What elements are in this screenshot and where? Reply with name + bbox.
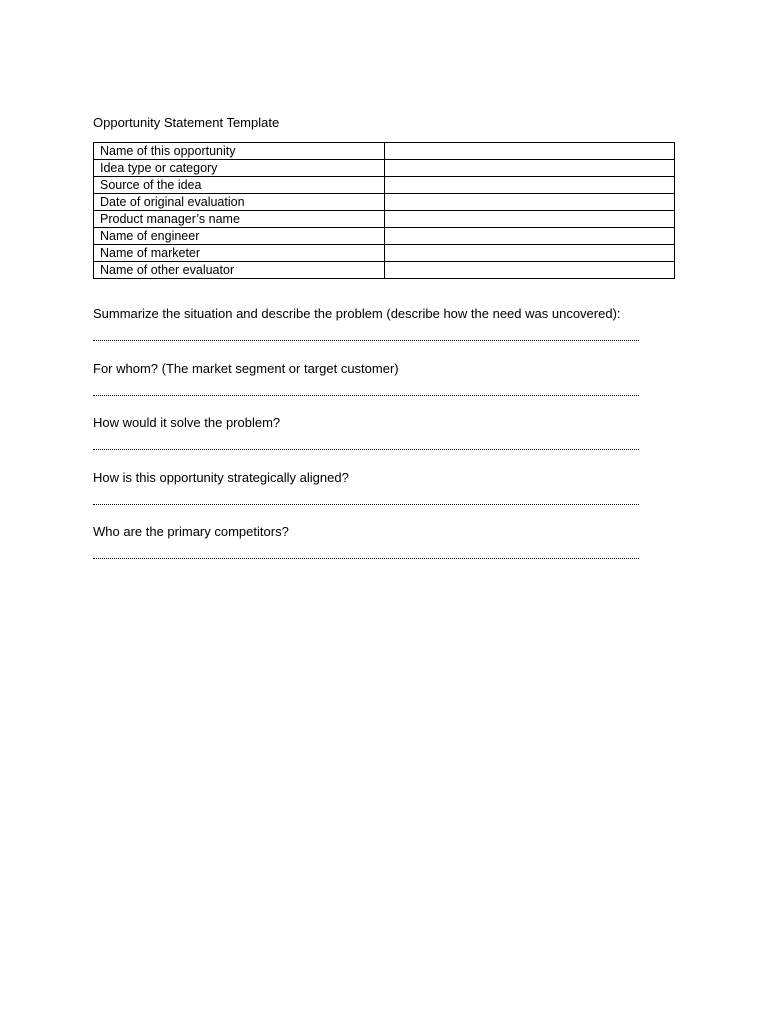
question-block xyxy=(93,415,641,470)
question-block xyxy=(93,470,641,525)
row-label: Idea type or category xyxy=(94,160,385,177)
question-block xyxy=(93,306,641,361)
row-label: Name of marketer xyxy=(94,245,385,262)
question-text: For whom? (The market segment or target customer) xyxy=(93,360,399,376)
row-value-field[interactable] xyxy=(385,262,675,279)
row-value-field[interactable] xyxy=(385,245,675,262)
row-label: Name of other evaluator xyxy=(94,262,385,279)
table-row xyxy=(94,177,675,194)
table-row xyxy=(94,262,675,279)
answer-line[interactable] xyxy=(93,395,639,396)
row-label: Name of engineer xyxy=(94,228,385,245)
document-title: Opportunity Statement Template xyxy=(93,115,280,130)
row-label: Source of the idea xyxy=(94,177,385,194)
table-row xyxy=(94,160,675,177)
table-row xyxy=(94,143,675,160)
answer-line[interactable] xyxy=(93,340,639,341)
answer-line[interactable] xyxy=(93,558,639,559)
answer-line[interactable] xyxy=(93,504,639,505)
row-value-field[interactable] xyxy=(385,228,675,245)
question-block xyxy=(93,361,641,416)
row-label: Product manager’s name xyxy=(94,211,385,228)
row-value-field[interactable] xyxy=(385,160,675,177)
row-value-field[interactable] xyxy=(385,177,675,194)
table-row xyxy=(94,228,675,245)
table-row xyxy=(94,245,675,262)
row-value-field[interactable] xyxy=(385,143,675,160)
opportunity-info-table xyxy=(93,142,675,279)
row-value-field[interactable] xyxy=(385,194,675,211)
question-text: Who are the primary competitors? xyxy=(93,524,289,540)
question-text: How would it solve the problem? xyxy=(93,415,281,431)
row-label: Name of this opportunity xyxy=(94,143,385,160)
table-row xyxy=(94,194,675,211)
row-value-field[interactable] xyxy=(385,211,675,228)
question-block xyxy=(93,524,641,579)
row-label: Date of original evaluation xyxy=(94,194,385,211)
questions-section xyxy=(93,306,641,579)
table-row xyxy=(94,211,675,228)
question-text: How is this opportunity strategically aligned? xyxy=(93,469,349,485)
answer-line[interactable] xyxy=(93,449,639,450)
question-text: Summarize the situation and describe the problem (describe how the need was uncovered): xyxy=(93,306,621,321)
